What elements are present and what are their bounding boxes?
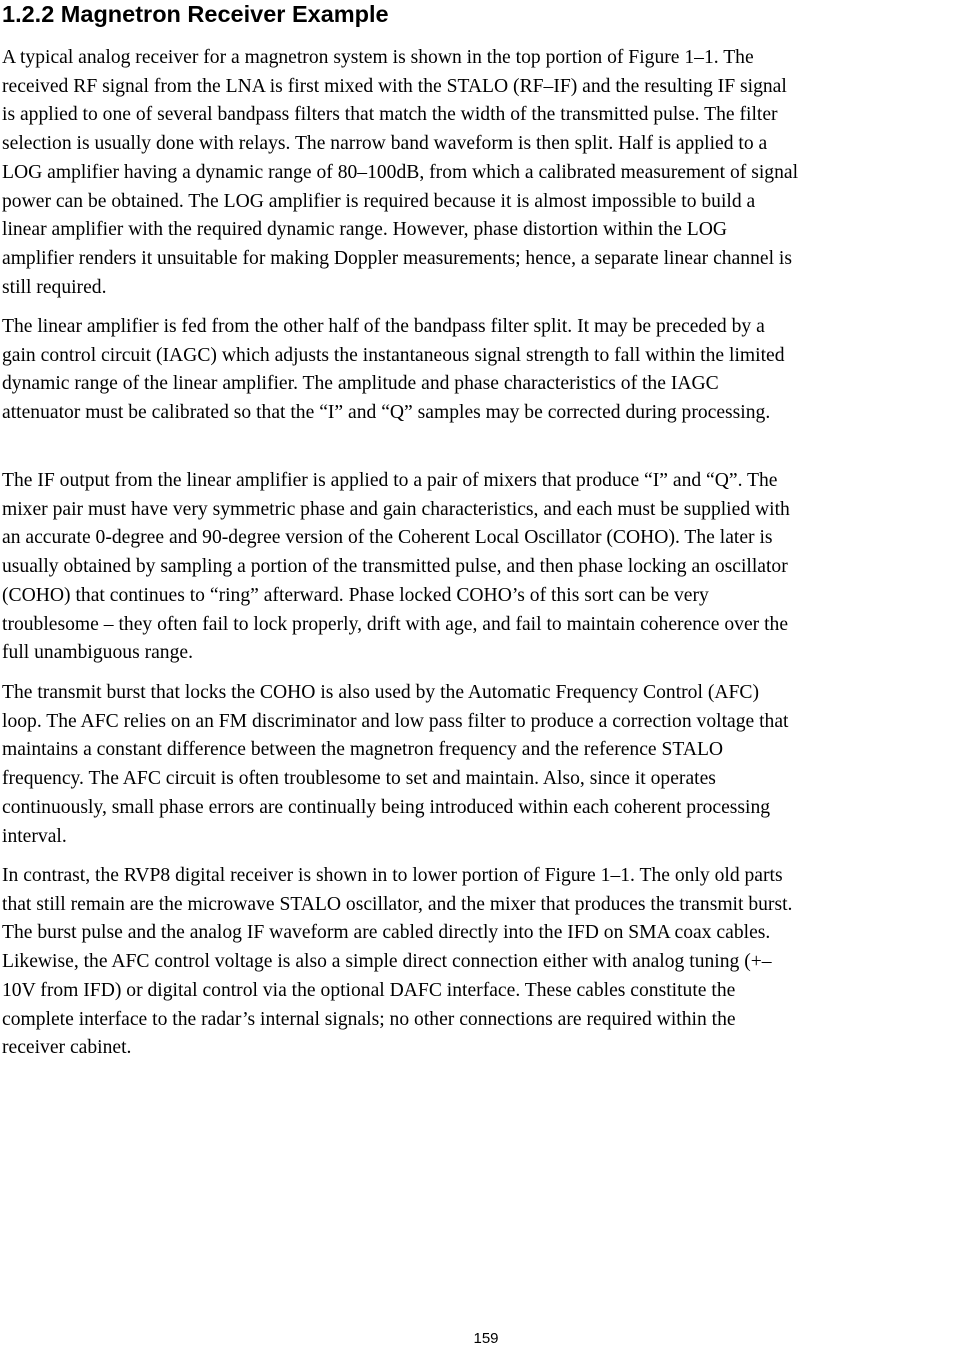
text-line: selection is usually done with relays. The narrow band waveform is then split. Half is applied to a [2, 133, 768, 155]
text-line: attenuator must be calibrated so that the “I” and “Q” samples may be corrected during processing. [2, 402, 771, 424]
text-line: that still remain are the microwave STALO oscillator, and the mixer that produces the transmit burst. [2, 893, 793, 915]
text-line: usually obtained by sampling a portion of the transmitted pulse, and then phase locking an oscillator [2, 556, 788, 578]
text-line: received RF signal from the LNA is first mixed with the STALO (RF–IF) and the resulting IF signal [2, 75, 787, 97]
text-line: amplifier renders it unsuitable for making Doppler measurements; hence, a separate linear channel is [2, 247, 792, 269]
page-number: 159 [473, 1330, 499, 1347]
text-line: The burst pulse and the analog IF waveform are cabled directly into the IFD on SMA coax cables. [2, 922, 771, 944]
text-line: 10V from IFD) or digital control via the optional DAFC interface. These cables constitute the [2, 979, 736, 1001]
text-line: continuously, small phase errors are continually being introduced within each coherent processing [2, 796, 771, 818]
text-line: The IF output from the linear amplifier is applied to a pair of mixers that produce “I” and “Q”. The [2, 470, 778, 491]
text-line: is applied to one of several bandpass filters that match the width of the transmitted pulse. The filter [2, 104, 778, 126]
text-line: troublesome – they often fail to lock properly, drift with age, and fail to maintain coherence over the [2, 613, 789, 635]
text-line: power can be obtained. The LOG amplifier is required because it is almost impossible to build a [2, 190, 756, 212]
text-line: interval. [2, 825, 67, 847]
paragraph-1 [2, 44, 972, 302]
paragraph-3 [2, 467, 972, 668]
text-line: linear amplifier with the required dynamic range. However, phase distortion within the LOG [2, 219, 728, 241]
text-line: complete interface to the radar’s internal signals; no other connections are required within the [2, 1008, 736, 1030]
text-line: Likewise, the AFC control voltage is also a simple direct connection either with analog tuning (+– [2, 951, 772, 973]
text-line: receiver cabinet. [2, 1037, 132, 1059]
text-line: full unambiguous range. [2, 642, 194, 664]
text-line: gain control circuit (IAGC) which adjusts the instantaneous signal strength to fall within the limited [2, 344, 785, 366]
text-line: loop. The AFC relies on an FM discriminator and low pass filter to produce a correction voltage that [2, 710, 789, 732]
paragraph-4 [2, 679, 972, 851]
text-line: maintains a constant difference between the magnetron frequency and the reference STALO [2, 739, 724, 761]
text-line: LOG amplifier having a dynamic range of 80–100dB, from which a calibrated measurement of signal [2, 161, 799, 183]
text-line: mixer pair must have very symmetric phase and gain characteristics, and each must be supplied with [2, 498, 790, 520]
paragraph-5 [2, 862, 972, 1063]
text-line: still required. [2, 276, 107, 298]
text-line: dynamic range of the linear amplifier. The amplitude and phase characteristics of the IAGC [2, 373, 719, 395]
text-line: The linear amplifier is fed from the other half of the bandpass filter split. It may be preceded by a [2, 316, 765, 337]
text-line: A typical analog receiver for a magnetron system is shown in the top portion of Figure 1–1. The [2, 47, 754, 68]
text-line: In contrast, the RVP8 digital receiver is shown in to lower portion of Figure 1–1. The only old parts [2, 865, 783, 886]
text-line: an accurate 0-degree and 90-degree version of the Coherent Local Oscillator (COHO). The later is [2, 527, 773, 549]
text-line: frequency. The AFC circuit is often troublesome to set and maintain. Also, since it operates [2, 768, 716, 790]
text-line: The transmit burst that locks the COHO is also used by the Automatic Frequency Control (AFC) [2, 682, 759, 703]
text-line: (COHO) that continues to “ring” afterward. Phase locked COHO’s of this sort can be very [2, 584, 709, 606]
section-heading: 1.2.2 Magnetron Receiver Example [2, 1, 389, 27]
paragraph-2 [2, 313, 972, 428]
